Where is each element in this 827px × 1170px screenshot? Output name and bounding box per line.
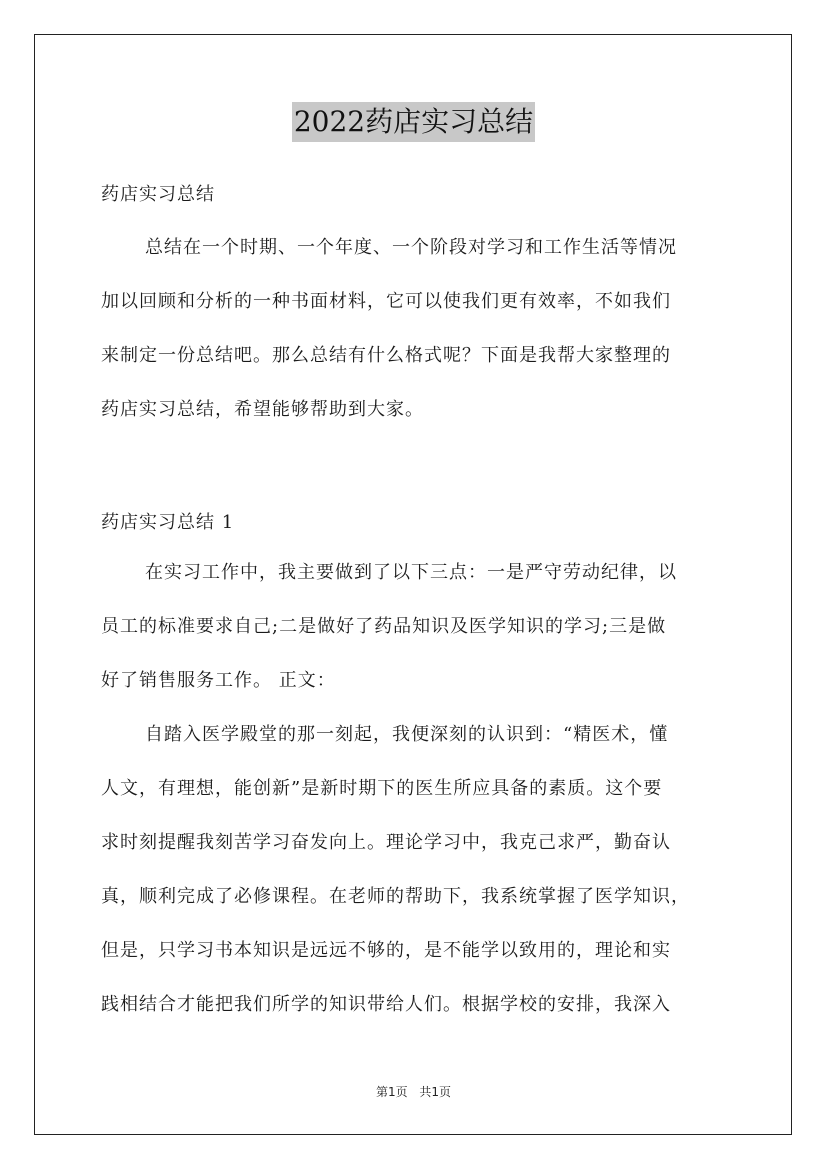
paragraph-line: 总结在一个时期、一个年度、一个阶段对学习和工作生活等情况: [145, 237, 677, 258]
intro-paragraph: [101, 221, 733, 437]
paragraph-line: 加以回顾和分析的一种书面材料，它可以使我们更有效率，不如我们: [101, 291, 671, 312]
paragraph-line: 自踏入医学殿堂的那一刻起，我便深刻的认识到：“精医术，懂: [145, 724, 669, 745]
title-container: [0, 102, 827, 142]
paragraph-line: 在实习工作中，我主要做到了以下三点：一是严守劳动纪律，以: [145, 562, 677, 583]
paragraph-2: [101, 546, 733, 708]
paragraph-line: 但是，只学习书本知识是远远不够的，是不能学以致用的，理论和实: [101, 940, 671, 961]
paragraph-line: 求时刻提醒我刻苦学习奋发向上。理论学习中，我克己求严，勤奋认: [101, 832, 671, 853]
page-total: 共1页: [419, 1085, 452, 1099]
document-title: 2022药店实习总结: [292, 102, 535, 142]
paragraph-line: 药店实习总结，希望能够帮助到大家。: [101, 399, 424, 420]
paragraph-line: 好了销售服务工作。 正文：: [101, 670, 336, 691]
paragraph-line: 人文，有理想，能创新”是新时期下的医生所应具备的素质。这个要: [101, 778, 663, 799]
paragraph-line: 员工的标准要求自己;二是做好了药品知识及医学知识的学习;三是做: [101, 616, 667, 637]
paragraph-line: 践相结合才能把我们所学的知识带给人们。根据学校的安排，我深入: [101, 994, 671, 1015]
page-footer: [0, 1083, 827, 1100]
section-heading-1: 药店实习总结: [101, 184, 215, 205]
paragraph-line: 来制定一份总结吧。那么总结有什么格式呢？下面是我帮大家整理的: [101, 345, 671, 366]
paragraph-line: 真，顺利完成了必修课程。在老师的帮助下，我系统掌握了医学知识，: [101, 886, 690, 907]
page-number: 第1页: [375, 1085, 408, 1099]
section-heading-2: 药店实习总结 1: [101, 512, 235, 533]
paragraph-3: [101, 708, 733, 1032]
